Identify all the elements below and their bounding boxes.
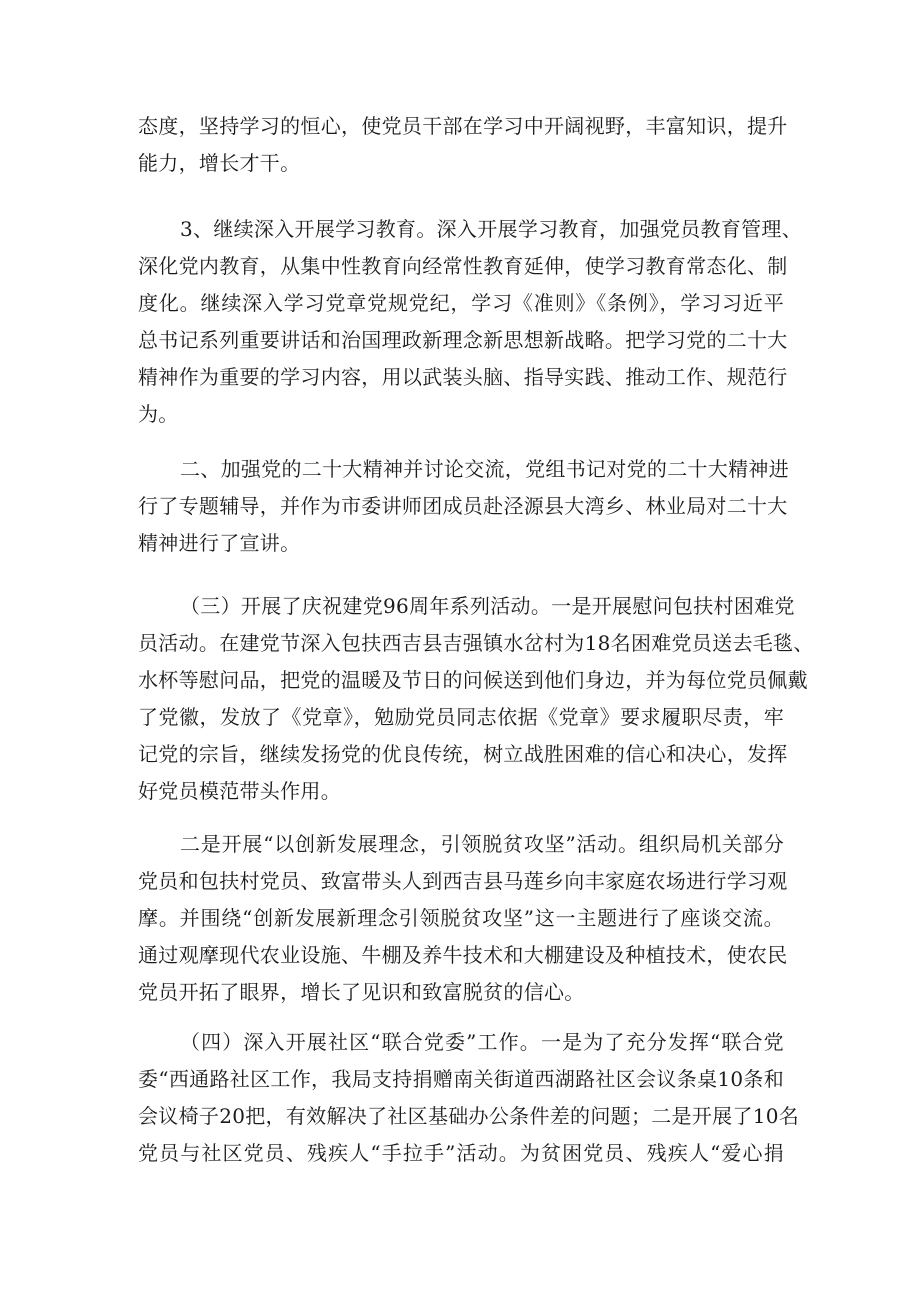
text-line: 党员开拓了眼界，增长了见识和致富脱贫的信心。: [138, 980, 585, 1004]
text-line: （三）开展了庆祝建党96周年系列活动。一是开展慰问包扶村困难党: [180, 594, 795, 618]
text-line: 深化党内教育，从集中性教育向经常性教育延伸，使学习教育常态化、制: [138, 254, 788, 278]
text-line: 度化。继续深入学习党章党规党纪，学习《准则》《条例》，学习习近平: [138, 291, 784, 315]
text-line: 行了专题辅导，并作为市委讲师团成员赴泾源县大湾乡、林业局对二十大: [138, 494, 788, 518]
text-line: 委“西通路社区工作，我局支持捐赠南关街道西湖路社区会议条桌10条和: [138, 1067, 784, 1091]
text-line: 3、继续深入开展学习教育。深入开展学习教育，加强党员教育管理、: [180, 217, 803, 241]
paragraph-5: [138, 826, 788, 1011]
text-line: 总书记系列重要讲话和治国理政新理念新思想新战略。把学习党的二十大: [138, 328, 788, 352]
text-line: 能力，增长才干。: [138, 151, 301, 175]
text-line: 精神作为重要的学习内容，用以武装头脑、指导实践、推动工作、规范行: [138, 365, 788, 389]
text-line: 二是开展“以创新发展理念，引领脱贫攻坚”活动。组织局机关部分: [180, 832, 784, 856]
text-line: （四）深入开展社区“联合党委”工作。一是为了充分发挥“联合党: [180, 1030, 784, 1054]
text-line: 好党员模范带头作用。: [138, 779, 341, 803]
text-line: 摩。并围绕“创新发展新理念引领脱贫攻坚”这一主题进行了座谈交流。: [138, 906, 784, 930]
text-line: 态度，坚持学习的恒心，使党员干部在学习中开阔视野，丰富知识，提升: [138, 114, 788, 138]
text-line: 党员和包扶村党员、致富带头人到西吉县马莲乡向丰家庭农场进行学习观: [138, 869, 788, 893]
paragraph-4: [138, 588, 814, 810]
text-line: 为。: [138, 402, 179, 426]
paragraph-2: [138, 211, 803, 433]
paragraph-1: [138, 108, 788, 182]
text-line: 二、加强党的二十大精神并讨论交流，党组书记对党的二十大精神进: [180, 457, 789, 481]
text-line: 记党的宗旨，继续发扬党的优良传统，树立战胜困难的信心和决心，发挥: [138, 742, 788, 766]
text-line: 会议椅子20把，有效解决了社区基础办公条件差的问题；二是开展了10名: [138, 1104, 800, 1128]
text-line: 了党徽，发放了《党章》，勉励党员同志依据《党章》要求履职尽责，牢: [138, 705, 784, 729]
text-line: 通过观摩现代农业设施、牛棚及养牛技术和大棚建设及种植技术，使农民: [138, 943, 788, 967]
text-line: 党员与社区党员、残疾人“手拉手”活动。为贫困党员、残疾人“爱心捐: [138, 1141, 784, 1165]
paragraph-6: [138, 1024, 800, 1172]
paragraph-3: [138, 451, 789, 562]
text-line: 员活动。在建党节深入包扶西吉县吉强镇水岔村为18名困难党员送去毛毯、: [138, 631, 814, 655]
text-line: 水杯等慰问品，把党的温暖及节日的问候送到他们身边，并为每位党员佩戴: [138, 668, 808, 692]
text-line: 精神进行了宣讲。: [138, 531, 301, 555]
